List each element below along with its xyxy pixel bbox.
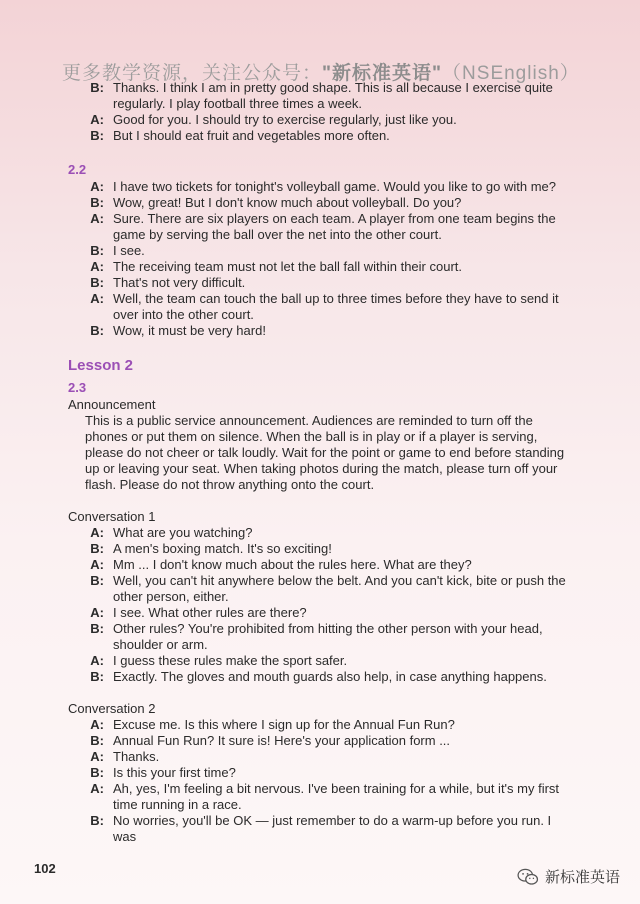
dialogue-line [68,749,568,765]
dialogue-line [68,195,568,211]
dialogue-text: Good for you. I should try to exercise regularly, just like you. [113,112,457,127]
page-content [68,80,568,845]
dialogue-line [68,541,568,557]
section-number-2-3: 2.3 [68,380,87,395]
speaker-label: A: [90,653,104,668]
dialogue-text: Is this your first time? [113,765,236,780]
speaker-label: B: [90,195,104,210]
speaker-label: B: [90,80,104,95]
watermark-prefix: 更多教学资源，关注公众号： [62,63,323,84]
dialogue-text: Other rules? You're prohibited from hitting the other person with your head, shoulder or arm. [113,621,543,652]
speaker-label: B: [90,323,104,338]
dialogue-text: Exactly. The gloves and mouth guards also help, in case anything happens. [113,669,547,684]
dialogue-line [68,557,568,573]
dialogue-line [68,765,568,781]
dialogue-text: Well, you can't hit anywhere below the belt. And you can't kick, bite or push the other person, either. [113,573,566,604]
dialogue-line [68,291,568,323]
dialogue-text: Ah, yes, I'm feeling a bit nervous. I've been training for a while, but it's my first time running in a race. [113,781,560,812]
lesson-title: Lesson 2 [68,357,134,374]
dialogue-text: I see. What other rules are there? [113,605,307,620]
speaker-label: B: [90,669,104,684]
dialogue-line [68,323,568,339]
dialogue-line [68,243,568,259]
speaker-label: A: [90,605,104,620]
speaker-label: A: [90,717,104,732]
top-dialogue [68,80,568,144]
dialogue-line [68,733,568,749]
conversation-1 [68,525,568,685]
dialogue-line [68,653,568,669]
speaker-label: B: [90,243,104,258]
speaker-label: B: [90,733,104,748]
dialogue-line [68,525,568,541]
dialogue-line [68,781,568,813]
dialogue-line [68,669,568,685]
dialogue-line [68,605,568,621]
speaker-label: A: [90,749,104,764]
speaker-label: A: [90,291,104,306]
dialogue-text: I see. [113,243,145,258]
speaker-label: B: [90,621,104,636]
announcement-heading: Announcement [68,397,156,412]
conversation-1-heading: Conversation 1 [68,509,156,524]
dialogue-line [68,621,568,653]
dialogue-text: A men's boxing match. It's so exciting! [113,541,332,556]
dialogue-text: Sure. There are six players on each team. A player from one team begins the game by serving the ball over the net into the other court. [113,211,556,242]
dialogue-line [68,112,568,128]
announcement-text: This is a public service announcement. Audiences are reminded to turn off the phones or put them on silence. When the ball is in play or if a player is serving, please do not cheer or talk loudly. Wait for the point or game to end before standing up or leaving your seat. When taking photos during the match, please turn off your flash. Please do not throw anything onto the court. [85,413,565,492]
speaker-label: A: [90,781,104,796]
page-number: 102 [34,861,56,876]
dialogue-text: Well, the team can touch the ball up to three times before they have to send it over into the other court. [113,291,559,322]
dialogue-text: Mm ... I don't know much about the rules here. What are they? [113,557,472,572]
conversation-2-heading: Conversation 2 [68,701,156,716]
section-number-2-2: 2.2 [68,162,87,177]
watermark-suffix: （NSEnglish） [442,63,580,84]
dialogue-line [68,573,568,605]
speaker-label: B: [90,541,104,556]
footer-brand-label: 新标准英语 [544,869,620,886]
speaker-label: B: [90,573,104,588]
speaker-label: B: [90,275,104,290]
speaker-label: A: [90,179,104,194]
dialogue-text: Thanks. [113,749,160,764]
dialogue-line [68,717,568,733]
wechat-icon [517,868,539,886]
speaker-label: A: [90,557,104,572]
dialogue-text: Excuse me. Is this where I sign up for the Annual Fun Run? [113,717,455,732]
dialogue-2-2 [68,179,568,339]
speaker-label: B: [90,765,104,780]
speaker-label: B: [90,813,104,828]
dialogue-text: What are you watching? [113,525,253,540]
speaker-label: A: [90,211,104,226]
speaker-label: A: [90,259,104,274]
dialogue-text: Thanks. I think I am in pretty good shape. This is all because I exercise quite regularly. I play football three times a week. [113,80,553,111]
dialogue-text: But I should eat fruit and vegetables more often. [113,128,390,143]
speaker-label: A: [90,112,104,127]
dialogue-text: I guess these rules make the sport safer. [113,653,348,668]
dialogue-text: No worries, you'll be OK — just remember to do a warm-up before you run. I was [113,813,552,844]
speaker-label: B: [90,128,104,143]
conversation-2 [68,717,568,845]
dialogue-line [68,128,568,144]
dialogue-line [68,259,568,275]
dialogue-text: Wow, great! But I don't know much about volleyball. Do you? [113,195,462,210]
dialogue-text: I have two tickets for tonight's volleyball game. Would you like to go with me? [113,179,557,194]
watermark-brand: "新标准英语" [322,63,443,84]
dialogue-text: Wow, it must be very hard! [113,323,266,338]
speaker-label: A: [90,525,104,540]
dialogue-line [68,813,568,845]
dialogue-text: The receiving team must not let the ball fall within their court. [113,259,462,274]
dialogue-text: That's not very difficult. [113,275,246,290]
dialogue-text: Annual Fun Run? It sure is! Here's your application form ... [113,733,451,748]
dialogue-line [68,211,568,243]
dialogue-line [68,275,568,291]
dialogue-line [68,80,568,112]
dialogue-line [68,179,568,195]
footer-brand [517,866,620,887]
